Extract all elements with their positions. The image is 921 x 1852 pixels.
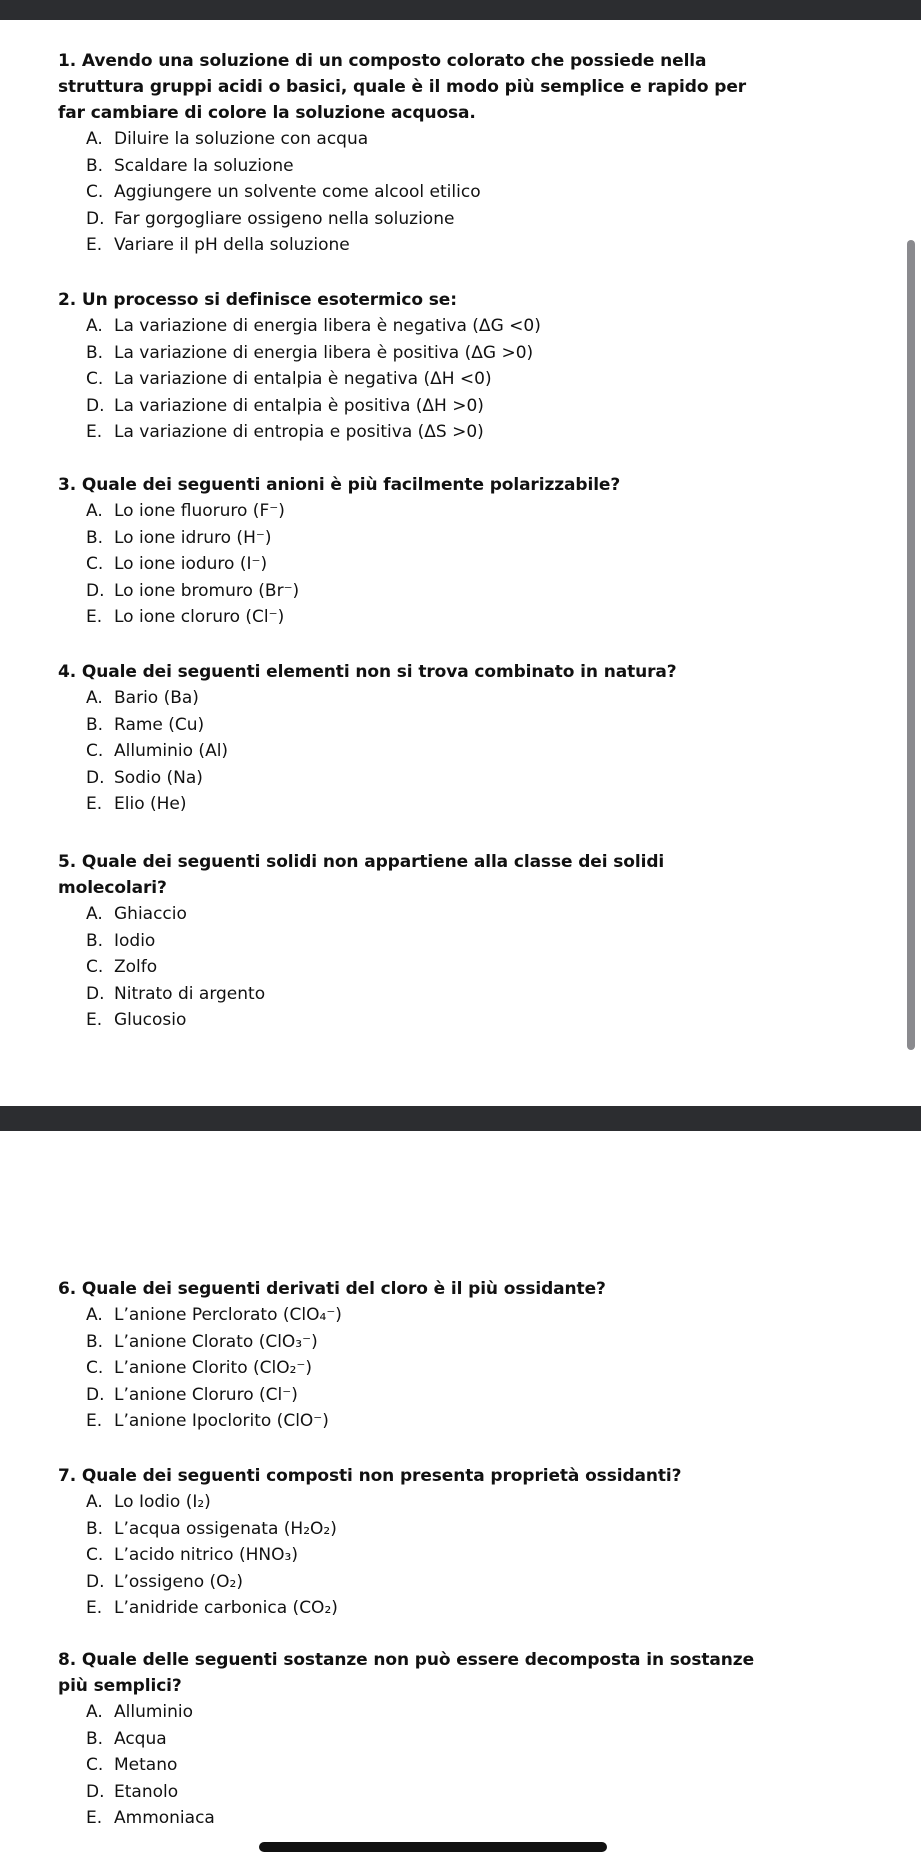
option-b: B. Scaldare la soluzione: [86, 155, 294, 176]
option-a: A. Bario (Ba): [86, 688, 199, 708]
option-b: B. L’anione Clorato (ClO₃⁻): [86, 1331, 318, 1352]
option-d: D. Far gorgogliare ossigeno nella soluzione: [86, 208, 455, 229]
option-e: E. La variazione di entropia e positiva (ΔS >0): [86, 422, 484, 442]
option-c: C. Aggiungere un solvente come alcool etilico: [86, 182, 481, 202]
question-3: [58, 472, 778, 631]
option-e: E. Lo ione cloruro (Cl⁻): [86, 607, 285, 627]
option-b: B. Rame (Cu): [86, 714, 205, 735]
answer-options: [58, 685, 778, 818]
question-title: 5. Quale dei seguenti solidi non appartiene alla classe dei solidi molecolari?: [58, 852, 665, 898]
option-a: A. Ghiaccio: [86, 904, 187, 924]
answer-options: [58, 1302, 778, 1435]
question-7: [58, 1463, 778, 1622]
question-title: 2. Un processo si definisce esotermico se:: [58, 290, 457, 310]
page-separator: [0, 1106, 921, 1131]
option-a: A. Alluminio: [86, 1702, 194, 1722]
option-b: B. La variazione di energia libera è positiva (ΔG >0): [86, 342, 534, 363]
answer-options: [58, 313, 778, 446]
option-d: D. Lo ione bromuro (Br⁻): [86, 580, 300, 601]
option-a: A. Lo ione fluoruro (F⁻): [86, 501, 285, 521]
question-2: [58, 287, 778, 446]
question-title: 4. Quale dei seguenti elementi non si trova combinato in natura?: [58, 662, 677, 682]
home-indicator[interactable]: [259, 1842, 607, 1852]
option-c: C. L’anione Clorito (ClO₂⁻): [86, 1358, 313, 1378]
option-d: D. Etanolo: [86, 1781, 179, 1802]
option-c: C. Zolfo: [86, 957, 158, 977]
question-1: [58, 48, 778, 259]
option-e: E. Variare il pH della soluzione: [86, 235, 350, 255]
option-b: B. L’acqua ossigenata (H₂O₂): [86, 1518, 337, 1539]
question-title: 7. Quale dei seguenti composti non presenta proprietà ossidanti?: [58, 1466, 682, 1486]
option-e: E. L’anidride carbonica (CO₂): [86, 1598, 338, 1618]
option-d: D. Sodio (Na): [86, 767, 203, 788]
answer-options: [58, 901, 778, 1034]
option-b: B. Acqua: [86, 1728, 167, 1749]
option-e: E. L’anione Ipoclorito (ClO⁻): [86, 1411, 329, 1431]
question-title: 8. Quale delle seguenti sostanze non può essere decomposta in sostanze più semplici?: [58, 1650, 755, 1696]
option-c: C. Metano: [86, 1755, 178, 1775]
question-8: [58, 1647, 778, 1832]
option-d: D. Nitrato di argento: [86, 983, 266, 1004]
question-title: 6. Quale dei seguenti derivati del cloro è il più ossidante?: [58, 1279, 606, 1299]
option-c: C. La variazione di entalpia è negativa (ΔH <0): [86, 369, 492, 389]
answer-options: [58, 126, 778, 259]
option-d: D. L’anione Cloruro (Cl⁻): [86, 1384, 298, 1405]
option-c: C. Alluminio (Al): [86, 741, 229, 761]
option-e: E. Ammoniaca: [86, 1808, 215, 1828]
option-b: B. Lo ione idruro (H⁻): [86, 527, 272, 548]
question-5: [58, 849, 778, 1034]
option-a: A. Diluire la soluzione con acqua: [86, 129, 369, 149]
answer-options: [58, 1699, 778, 1832]
option-d: D. L’ossigeno (O₂): [86, 1571, 244, 1592]
option-e: E. Elio (He): [86, 794, 187, 814]
question-title: 3. Quale dei seguenti anioni è più facilmente polarizzabile?: [58, 475, 621, 495]
option-b: B. Iodio: [86, 930, 156, 951]
option-e: E. Glucosio: [86, 1010, 187, 1030]
option-a: A. L’anione Perclorato (ClO₄⁻): [86, 1305, 342, 1325]
scrollbar-thumb[interactable]: [907, 240, 915, 1050]
top-status-bar: [0, 0, 921, 20]
option-c: C. Lo ione ioduro (I⁻): [86, 554, 268, 574]
option-c: C. L’acido nitrico (HNO₃): [86, 1545, 298, 1565]
option-a: A. Lo Iodio (I₂): [86, 1492, 211, 1512]
question-4: [58, 659, 778, 818]
option-d: D. La variazione di entalpia è positiva (ΔH >0): [86, 395, 484, 416]
question-title: 1. Avendo una soluzione di un composto colorato che possiede nella struttura gruppi acidi o basici, quale è il modo più semplice e rapido per far cambiare di colore la soluzione acquosa.: [58, 51, 747, 123]
answer-options: [58, 498, 778, 631]
answer-options: [58, 1489, 778, 1622]
option-a: A. La variazione di energia libera è negativa (ΔG <0): [86, 316, 541, 336]
question-6: [58, 1276, 778, 1435]
